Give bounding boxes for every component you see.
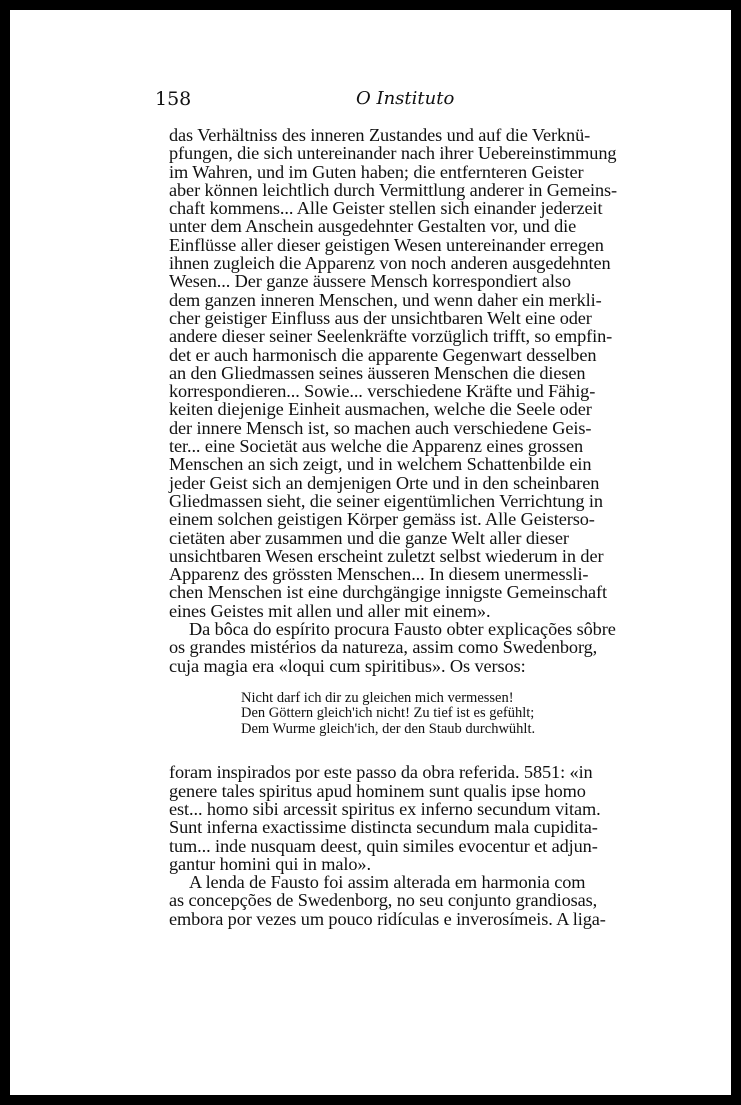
text-line: gantur homini qui in malo». (169, 853, 371, 874)
paragraph-latin-quotation (169, 763, 623, 928)
text-line: as concepções de Swedenborg, no seu conjunto grandiosas, (169, 890, 598, 911)
text-line: cuja magia era «loqui cum spiritibus». Os versos: (169, 655, 526, 676)
text-line: jeder Geist sich an demjenigen Orte und in den scheinbaren (169, 472, 600, 493)
text-line: chaft kommens... Alle Geister stellen sich einander jederzeit (169, 198, 603, 219)
body-text (169, 126, 623, 928)
text-line: andere dieser seiner Seelenkräfte vorzüglich trifft, so empfin- (169, 326, 613, 347)
text-line: cietäten aber zusammen und die ganze Welt aller dieser (169, 527, 569, 548)
text-line: Da bôca do espírito procura Fausto obter explicações sôbre (189, 619, 616, 640)
text-line: der innere Mensch ist, so machen auch verschiedene Geis- (169, 417, 592, 438)
page-number: 158 (155, 88, 192, 110)
text-line: einem solchen geistigen Körper gemäss ist. Alle Geisterso- (169, 509, 595, 530)
text-line: an den Gliedmassen seines äusseren Menschen die diesen (169, 362, 586, 383)
paragraph-german-quotation (169, 126, 623, 675)
book-page (10, 10, 731, 1095)
text-line: chen Menschen ist eine durchgängige innigste Gemeinschaft (169, 582, 607, 603)
text-line: foram inspirados por este passo da obra referida. 5851: «in (169, 762, 593, 783)
page-header (10, 88, 731, 118)
verse-line: Dem Wurme gleich'ich, der den Staub durchwühlt. (241, 720, 536, 737)
text-line: aber können leichtlich durch Vermittlung anderer in Gemeins- (169, 179, 618, 200)
verse-line: Den Göttern gleich'ich nicht! Zu tief ist es gefühlt; (241, 705, 535, 722)
text-line: keiten diejenige Einheit ausmachen, welche die Seele oder (169, 399, 592, 420)
text-line: pfungen, die sich untereinander nach ihrer Uebereinstimmung (169, 143, 617, 164)
running-title: O Instituto (356, 88, 455, 109)
verse-quotation (169, 691, 623, 738)
text-line: das Verhältniss des inneren Zustandes und auf die Verknü- (169, 125, 591, 145)
text-line: cher geistiger Einfluss aus der unsichtbaren Welt eine oder (169, 307, 592, 328)
text-line: os grandes mistérios da natureza, assim como Swedenborg, (169, 637, 598, 658)
text-line: Einflüsse aller dieser geistigen Wesen untereinander erregen (169, 234, 604, 255)
text-line: tum... inde nusquam deest, quin similes evocentur et adjun- (169, 835, 598, 856)
text-line: dem ganzen inneren Menschen, und wenn daher ein merkli- (169, 289, 602, 310)
text-line: unter dem Anschein ausgedehnter Gestalten vor, und die (169, 216, 577, 237)
text-line: ihnen zugleich die Apparenz von noch anderen ausgedehnten (169, 253, 611, 274)
text-line: Gliedmassen sieht, die seiner eigentümlichen Verrichtung in (169, 490, 603, 511)
text-line: ter... eine Societät aus welche die Apparenz eines grossen (169, 436, 584, 457)
text-line: det er auch harmonisch die apparente Gegenwart desselben (169, 344, 597, 365)
text-line: Sunt inferna exactissime distincta secundum mala cupidita- (169, 817, 598, 838)
text-line: eines Geistes mit allen und aller mit einem». (169, 600, 491, 621)
text-line: Menschen an sich zeigt, und in welchem Schattenbilde ein (169, 454, 592, 475)
text-line: Wesen... Der ganze äussere Mensch korrespondiert also (169, 271, 571, 292)
text-line: im Wahren, und im Guten haben; die entfernteren Geister (169, 161, 584, 182)
text-line: genere tales spiritus apud hominem sunt qualis ipse homo (169, 780, 586, 801)
text-line: est... homo sibi arcessit spiritus ex inferno secundum vitam. (169, 799, 601, 819)
verse-line: Nicht darf ich dir zu gleichen mich vermessen! (241, 689, 514, 706)
text-line: A lenda de Fausto foi assim alterada em harmonia com (189, 872, 586, 893)
text-line: embora por vezes um pouco ridículas e inverosímeis. A liga- (169, 908, 606, 929)
text-line: Apparenz des grössten Menschen... In diesem unermessli- (169, 564, 589, 585)
text-line: unsichtbaren Wesen erscheint zuletzt selbst wiederum in der (169, 545, 604, 566)
text-line: korrespondieren... Sowie... verschiedene Kräfte und Fähig- (169, 381, 596, 402)
